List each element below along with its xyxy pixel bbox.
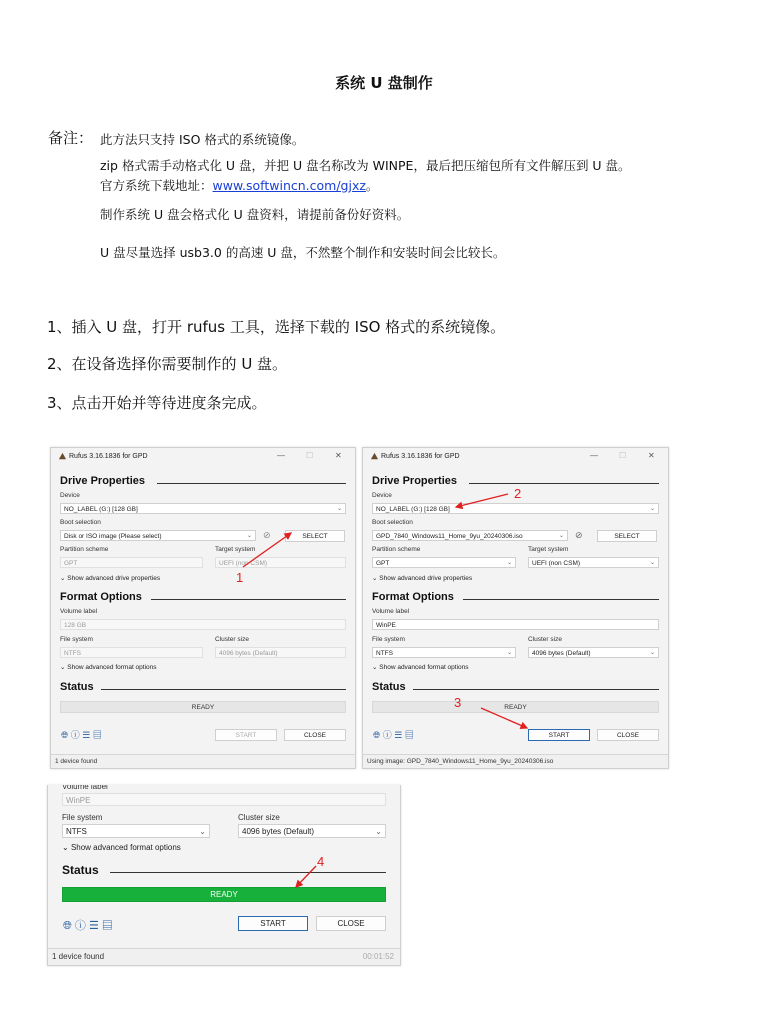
section-format-options: Format Options	[372, 591, 454, 603]
info-icon[interactable]: ⓘ	[70, 730, 80, 740]
start-button[interactable]: START	[528, 729, 590, 741]
arrow-to-select	[243, 533, 291, 567]
section-drive-properties: Drive Properties	[60, 475, 145, 487]
show-advanced-format-toggle[interactable]: ⌄ Show advanced format options	[62, 843, 181, 852]
section-drive-properties: Drive Properties	[372, 475, 457, 487]
partition-value: GPT	[376, 560, 390, 567]
note-line-2: zip 格式需手动格式化 U 盘，并把 U 盘名称改为 WINPE，最后把压缩包所有文件解压到 U 盘。	[100, 158, 631, 173]
chevron-down-icon: ⌄	[375, 827, 382, 836]
log-icon[interactable]: ▤	[404, 730, 414, 740]
fs-label: File system	[62, 813, 103, 822]
status-text: 1 device found	[52, 952, 105, 961]
page-title: 系统 U 盘制作	[335, 74, 433, 92]
download-label: 官方系统下载地址：	[100, 178, 213, 193]
progress-bar: READY	[60, 701, 346, 713]
maximize-icon[interactable]: ☐	[619, 451, 627, 460]
volume-value: WinPE	[376, 622, 396, 629]
minimize-icon[interactable]: —	[590, 451, 598, 460]
settings-icon[interactable]: ☰	[88, 920, 99, 932]
device-label: Device	[372, 492, 392, 499]
download-period: 。	[365, 178, 379, 193]
section-status: Status	[60, 681, 94, 693]
fs-label: File system	[372, 636, 405, 643]
log-icon[interactable]: ▤	[92, 730, 102, 740]
info-icon[interactable]: ⓘ	[74, 920, 86, 932]
elapsed-timer: 00:01:52	[362, 952, 394, 961]
chevron-down-icon: ⌄	[506, 650, 512, 656]
chevron-down-icon: ⌄	[649, 560, 655, 566]
globe-icon[interactable]: 🌐︎	[61, 730, 69, 740]
globe-icon[interactable]: 🌐︎	[373, 730, 381, 740]
chevron-down-icon: ⌄	[649, 650, 655, 656]
fs-value: NTFS	[66, 827, 87, 836]
target-label: Target system	[215, 546, 256, 553]
arrow-to-start	[481, 708, 527, 728]
chevron-down-icon: ⌄	[336, 506, 342, 512]
arrow-to-ready	[296, 866, 316, 887]
section-status: Status	[62, 863, 99, 877]
close-button[interactable]: CLOSE	[597, 729, 659, 741]
settings-icon[interactable]: ☰	[394, 730, 403, 740]
close-icon[interactable]: ✕	[648, 451, 655, 460]
partition-label: Partition scheme	[372, 546, 421, 553]
volume-label: Volume label	[372, 608, 410, 615]
start-button[interactable]: START	[215, 729, 277, 741]
fs-value: NTFS	[64, 650, 81, 657]
log-icon[interactable]: ▤	[101, 920, 113, 932]
cluster-label: Cluster size	[215, 636, 249, 643]
chevron-down-icon: ⌄	[558, 533, 564, 539]
start-button[interactable]: START	[238, 916, 308, 931]
show-advanced-format-toggle[interactable]: ⌄ Show advanced format options	[372, 664, 469, 671]
boot-value: GPD_7840_Windows11_Home_9yu_20240306.iso	[376, 533, 523, 540]
close-button[interactable]: CLOSE	[284, 729, 346, 741]
annotation-2: 2	[514, 486, 522, 501]
partition-value: GPT	[64, 560, 78, 567]
window-title: Rufus 3.16.1836 for GPD	[381, 453, 460, 460]
target-label: Target system	[528, 546, 569, 553]
globe-icon[interactable]: 🌐︎	[63, 920, 72, 932]
fs-label: File system	[60, 636, 93, 643]
progress-label: READY	[210, 890, 238, 899]
download-link[interactable]: www.softwincn.com/gjxz	[212, 178, 366, 193]
device-label: Device	[60, 492, 80, 499]
info-icon[interactable]: ⓘ	[382, 730, 392, 740]
step-2: 2、在设备选择你需要制作的 U 盘。	[47, 355, 288, 373]
volume-value: 128 GB	[64, 622, 87, 629]
chevron-down-icon: ⌄	[649, 506, 655, 512]
cluster-label: Cluster size	[528, 636, 562, 643]
device-value: NO_LABEL (G:) [128 GB]	[64, 506, 138, 513]
chevron-down-icon: ⌄	[246, 533, 252, 539]
section-format-options: Format Options	[60, 591, 142, 603]
show-advanced-format-toggle[interactable]: ⌄ Show advanced format options	[60, 664, 157, 671]
maximize-icon[interactable]: ☐	[306, 451, 314, 460]
close-button[interactable]: CLOSE	[316, 916, 386, 931]
boot-value: Disk or ISO image (Please select)	[64, 533, 162, 540]
boot-label: Boot selection	[372, 519, 413, 526]
step-1: 1、插入 U 盘，打开 rufus 工具，选择下载的 ISO 格式的系统镜像。	[47, 318, 506, 336]
boot-label: Boot selection	[60, 519, 101, 526]
volume-label: Volume label	[62, 785, 108, 791]
target-value: UEFI (non CSM)	[219, 560, 268, 567]
note-label: 备注：	[48, 129, 94, 147]
toggle-label: Show advanced drive properties	[67, 575, 161, 582]
annotation-3: 3	[454, 695, 462, 710]
partition-label: Partition scheme	[60, 546, 109, 553]
device-value: NO_LABEL (G:) [128 GB]	[376, 506, 450, 513]
select-button[interactable]: SELECT	[285, 530, 345, 542]
note-line-5: U 盘尽量选择 usb3.0 的高速 U 盘，不然整个制作和安装时间会比较长。	[100, 245, 506, 260]
check-icon[interactable]: ⊘	[575, 530, 583, 540]
select-button[interactable]: SELECT	[597, 530, 657, 542]
step-3: 3、点击开始并等待进度条完成。	[47, 394, 267, 412]
check-icon[interactable]: ⊘	[263, 530, 271, 540]
toggle-label: Show advanced format options	[379, 664, 469, 671]
cluster-value: 4096 bytes (Default)	[219, 650, 278, 657]
close-icon[interactable]: ✕	[335, 451, 342, 460]
cluster-label: Cluster size	[238, 813, 280, 822]
volume-value: WinPE	[66, 796, 91, 805]
cluster-value: 4096 bytes (Default)	[532, 650, 591, 657]
minimize-icon[interactable]: —	[277, 451, 285, 460]
toggle-label: Show advanced format options	[70, 843, 181, 852]
annotation-4: 4	[317, 854, 325, 869]
settings-icon[interactable]: ☰	[82, 730, 91, 740]
progress-bar: READY	[372, 701, 659, 713]
chevron-down-icon: ⌄	[199, 827, 206, 836]
cluster-value: 4096 bytes (Default)	[242, 827, 315, 836]
arrow-to-device	[456, 494, 508, 507]
window-title: Rufus 3.16.1836 for GPD	[69, 453, 148, 460]
annotation-1: 1	[236, 570, 244, 585]
status-bar: Using image: GPD_7840_Windows11_Home_9yu_20240306.iso	[363, 754, 668, 768]
chevron-down-icon: ⌄	[506, 560, 512, 566]
toggle-label: Show advanced drive properties	[379, 575, 473, 582]
status-bar: 1 device found	[51, 754, 355, 768]
note-line-4: 制作系统 U 盘会格式化 U 盘资料，请提前备份好资料。	[100, 207, 410, 222]
target-value: UEFI (non CSM)	[532, 560, 581, 567]
section-status: Status	[372, 681, 406, 693]
show-advanced-drive-toggle[interactable]: ⌄ Show advanced drive properties	[372, 575, 473, 582]
show-advanced-drive-toggle[interactable]: ⌄ Show advanced drive properties	[60, 575, 161, 582]
fs-value: NTFS	[376, 650, 393, 657]
toggle-label: Show advanced format options	[67, 664, 157, 671]
volume-label: Volume label	[60, 608, 98, 615]
note-line-1: 此方法只支持 ISO 格式的系统镜像。	[100, 132, 305, 147]
